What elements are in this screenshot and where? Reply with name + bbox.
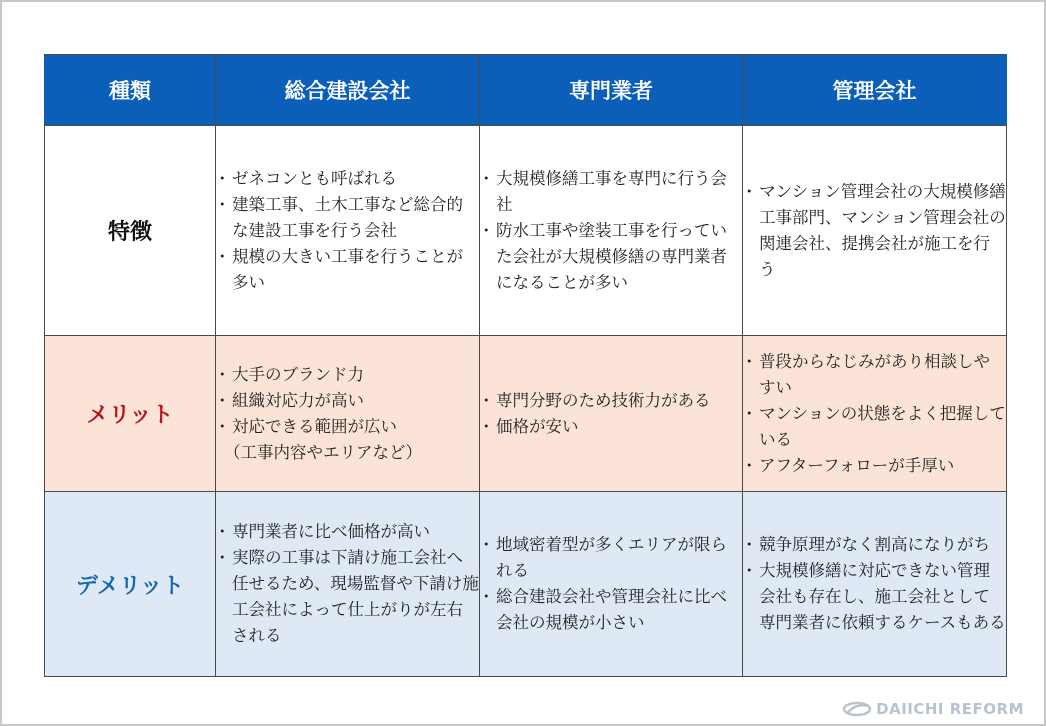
list-item: ・ 大規模修繕に対応できない管理会社も存在し、施工会社として専門業者に依頼するケースもある	[743, 558, 1006, 636]
header-type: 種類	[45, 55, 216, 126]
header-management-company: 管理会社	[743, 55, 1007, 126]
list-item: ・ 組織対応力が高い	[216, 388, 479, 414]
list-item: ・ 実際の工事は下請け施工会社へ任せるため、現場監督や下請け施工会社によって仕上がりが左右される	[216, 545, 479, 649]
list-item: ・ アフターフォローが手厚い	[743, 453, 1006, 479]
table-row-features	[45, 126, 1007, 336]
cell-features-specialist	[480, 126, 743, 336]
list-item: ・ 総合建設会社や管理会社に比べ会社の規模が小さい	[480, 584, 742, 636]
cell-features-general-contractor	[216, 126, 480, 336]
list-item: ・ 大手のブランド力	[216, 362, 479, 388]
daiichi-reform-logo-icon	[842, 701, 872, 717]
table-row-merits	[45, 336, 1007, 492]
list-item: ・ ゼネコンとも呼ばれる	[216, 166, 479, 192]
list-item-note: （工事内容やエリアなど）	[224, 442, 422, 462]
cell-demerits-specialist	[480, 492, 743, 677]
cell-demerits-management-company	[743, 492, 1007, 677]
list-item: ・ マンションの状態をよく把握している	[743, 401, 1006, 453]
header-specialist: 専門業者	[480, 55, 743, 126]
cell-merits-general-contractor	[216, 336, 480, 492]
row-label-merits: メリット	[45, 336, 216, 492]
list-item: ・ 専門分野のため技術力がある	[480, 388, 742, 414]
list-item: ・ 価格が安い	[480, 414, 742, 440]
row-label-demerits: デメリット	[45, 492, 216, 677]
brand-name: DAIICHI REFORM	[876, 700, 1024, 718]
list-item: ・ 普段からなじみがあり相談しやすい	[743, 349, 1006, 401]
list-item: ・ 専門業者に比べ価格が高い	[216, 519, 479, 545]
list-item: ・ 対応できる範囲が広い	[216, 414, 479, 440]
list-item: ・ 地域密着型が多くエリアが限られる	[480, 532, 742, 584]
cell-demerits-general-contractor	[216, 492, 480, 677]
list-item: ・ 規模の大きい工事を行うことが多い	[216, 244, 479, 296]
list-item: ・ 競争原理がなく割高になりがち	[743, 532, 1006, 558]
brand-watermark	[842, 700, 1024, 718]
list-item: ・ マンション管理会社の大規模修繕工事部門、マンション管理会社の関連会社、提携会社が施工を行う	[743, 179, 1006, 283]
header-general-contractor: 総合建設会社	[216, 55, 480, 126]
cell-merits-management-company	[743, 336, 1007, 492]
table-row-demerits	[45, 492, 1007, 677]
comparison-table	[44, 54, 1007, 677]
list-item: ・ 防水工事や塗装工事を行っていた会社が大規模修繕の専門業者になることが多い	[480, 218, 742, 296]
cell-merits-specialist	[480, 336, 743, 492]
cell-features-management-company	[743, 126, 1007, 336]
row-label-features: 特徴	[45, 126, 216, 336]
list-item: ・ 建築工事、土木工事など総合的な建設工事を行う会社	[216, 192, 479, 244]
list-item: ・ 大規模修繕工事を専門に行う会社	[480, 166, 742, 218]
header-row	[45, 55, 1007, 126]
